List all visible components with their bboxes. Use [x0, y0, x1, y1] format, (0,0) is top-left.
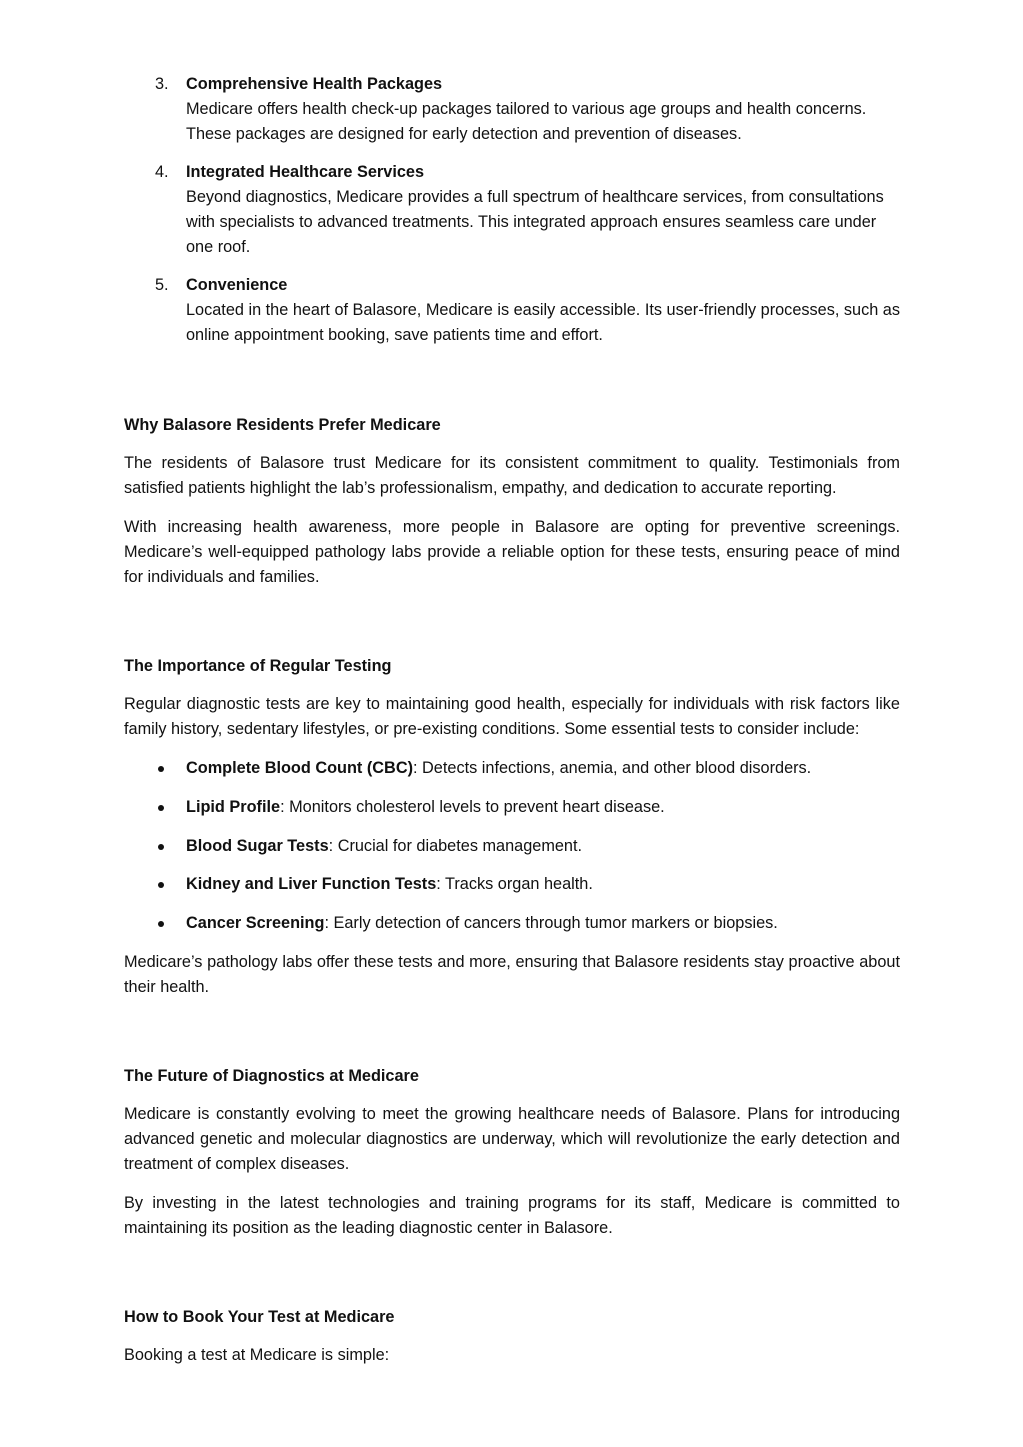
paragraph: With increasing health awareness, more people in Balasore are opting for preventive screenings. Medicare’s well-equipped pathology labs provide a reliable option for these tests, ensuring peace of mind for individuals and families.: [124, 518, 900, 586]
bullet-term: Lipid Profile: [186, 797, 281, 816]
paragraph: The residents of Balasore trust Medicare for its consistent commitment to quality. Testimonials from satisfied patients highlight the lab’s professionalism, empathy, and dedication to accurate reporting.: [124, 454, 900, 497]
bullet-desc: : Crucial for diabetes management.: [328, 836, 583, 855]
spacer: [124, 361, 900, 413]
list-item-title: Integrated Healthcare Services: [186, 163, 425, 181]
bullet-icon: [158, 805, 164, 811]
future-section: [124, 1064, 900, 1241]
bullet-icon: [158, 921, 164, 927]
spacer: [124, 1255, 900, 1305]
section-heading: How to Book Your Test at Medicare: [124, 1308, 395, 1327]
bullet-item: [124, 756, 900, 781]
paragraph: Booking a test at Medicare is simple:: [124, 1346, 390, 1365]
list-item-text: Located in the heart of Balasore, Medicare is easily accessible. Its user-friendly processes, such as online appointment booking, save patients time and effort.: [186, 301, 901, 344]
paragraph: Medicare’s pathology labs offer these tests and more, ensuring that Balasore residents stay proactive about their health.: [124, 953, 900, 997]
bullet-icon: [158, 844, 164, 850]
bullet-desc: : Tracks organ health.: [436, 875, 593, 894]
list-item: [124, 72, 900, 147]
list-item-number: 5.: [155, 276, 169, 294]
numbered-list: [124, 72, 900, 348]
bullet-desc: : Early detection of cancers through tumor markers or biopsies.: [324, 914, 778, 933]
bullet-term: Blood Sugar Tests: [186, 836, 329, 855]
spacer: [124, 1014, 900, 1064]
spacer: [124, 604, 900, 654]
section-heading: The Future of Diagnostics at Medicare: [124, 1067, 419, 1086]
bullet-term: Kidney and Liver Function Tests: [186, 875, 437, 894]
list-item-number: 4.: [155, 163, 169, 181]
bullet-item: [124, 795, 900, 820]
bullet-list: [124, 756, 900, 936]
paragraph: Regular diagnostic tests are key to maintaining good health, especially for individuals with risk factors like family history, sedentary lifestyles, or pre-existing conditions. Some essential tests to consider include:: [124, 695, 900, 738]
bullet-item: [124, 834, 900, 859]
booking-section: [124, 1305, 900, 1368]
list-item: [124, 273, 900, 348]
bullet-term: Complete Blood Count (CBC): [186, 759, 413, 777]
list-item-title: Comprehensive Health Packages: [186, 75, 443, 93]
list-item-text: Beyond diagnostics, Medicare provides a full spectrum of healthcare services, from consultations with specialists to advanced treatments. This integrated approach ensures seamless care under one roof.: [186, 188, 884, 256]
paragraph: By investing in the latest technologies and training programs for its staff, Medicare is committed to maintaining its position as the leading diagnostic center in Balasore.: [124, 1194, 900, 1238]
bullet-desc: : Monitors cholesterol levels to prevent heart disease.: [280, 797, 665, 816]
document-page: [124, 72, 900, 1382]
section-heading: The Importance of Regular Testing: [124, 657, 392, 675]
list-item: [124, 160, 900, 260]
bullet-term: Cancer Screening: [186, 914, 325, 933]
section-heading: Why Balasore Residents Prefer Medicare: [124, 416, 441, 434]
list-item-number: 3.: [155, 75, 169, 93]
paragraph: Medicare is constantly evolving to meet the growing healthcare needs of Balasore. Plans for introducing advanced genetic and molecular diagnostics are underway, which will revolutionize the early detection and treatment of complex diseases.: [124, 1105, 900, 1174]
bullet-icon: [158, 766, 164, 772]
bullet-desc: : Detects infections, anemia, and other blood disorders.: [413, 759, 812, 777]
bullet-icon: [158, 882, 164, 888]
list-item-text: Medicare offers health check-up packages tailored to various age groups and health concerns. These packages are designed for early detection and prevention of diseases.: [186, 100, 867, 143]
bullet-item: [124, 911, 900, 936]
importance-section: [124, 654, 900, 1000]
bullet-item: [124, 872, 900, 897]
list-item-title: Convenience: [186, 276, 288, 294]
why-section: [124, 413, 900, 590]
